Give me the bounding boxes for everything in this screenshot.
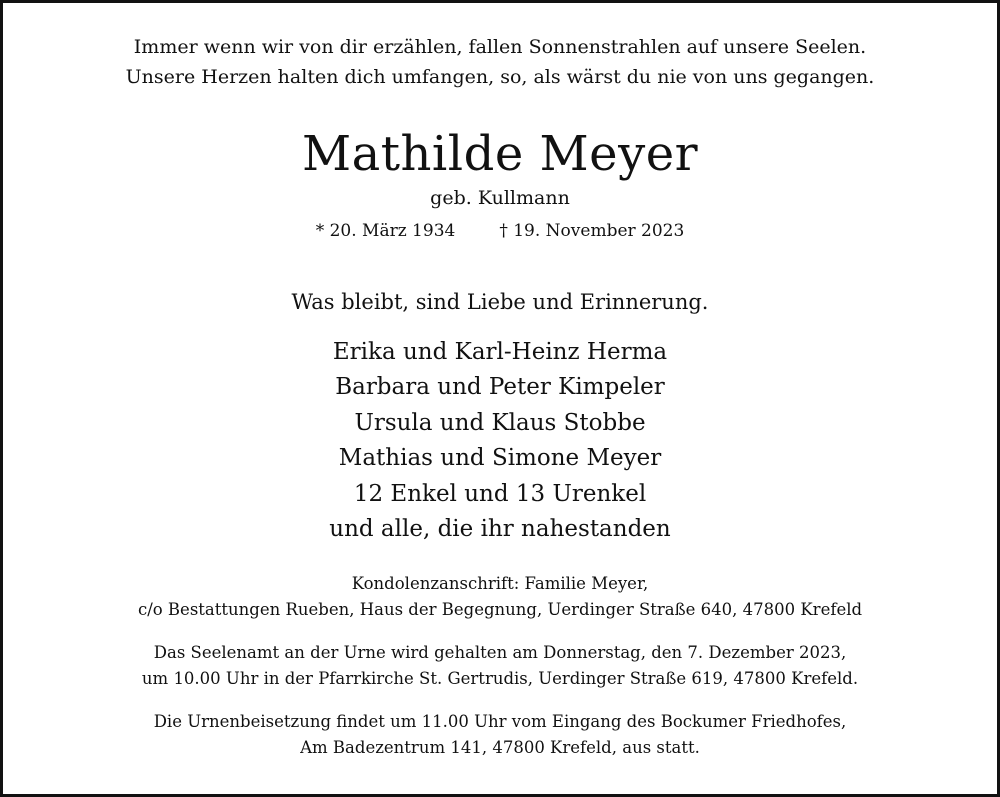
mourner-2: Barbara und Peter Kimpeler xyxy=(335,374,665,400)
deceased-name: Mathilde Meyer xyxy=(301,126,699,182)
burial-line-1: Die Urnenbeisetzung findet um 11.00 Uhr vom Eingang des Bockumer Friedhofes, xyxy=(153,712,847,731)
death-date: † 19. November 2023 xyxy=(499,221,685,241)
condolence-line-2: c/o Bestattungen Rueben, Haus der Begegnung, Uerdinger Straße 640, 47800 Krefeld xyxy=(137,600,863,619)
requiem-line-1: Das Seelenamt an der Urne wird gehalten am Donnerstag, den 7. Dezember 2023, xyxy=(153,643,847,662)
mourner-5: 12 Enkel und 13 Urenkel xyxy=(353,481,647,507)
birth-date: * 20. März 1934 xyxy=(315,221,456,241)
mourner-3: Ursula und Klaus Stobbe xyxy=(354,410,646,436)
motto: Was bleibt, sind Liebe und Erinnerung. xyxy=(291,290,709,314)
requiem-line-2: um 10.00 Uhr in der Pfarrkirche St. Gertrudis, Uerdinger Straße 619, 47800 Krefeld. xyxy=(141,669,859,688)
life-dates xyxy=(3,223,997,240)
mourner-6: und alle, die ihr nahestanden xyxy=(329,516,671,542)
maiden-name: geb. Kullmann xyxy=(430,187,570,209)
mourner-1: Erika und Karl-Heinz Herma xyxy=(332,339,668,365)
mourner-4: Mathias und Simone Meyer xyxy=(338,445,662,471)
condolence-line-1: Kondolenzanschrift: Familie Meyer, xyxy=(351,574,649,593)
poem-line-1: Immer wenn wir von dir erzählen, fallen Sonnenstrahlen auf unsere Seelen. xyxy=(133,36,867,58)
burial-line-2: Am Badezentrum 141, 47800 Krefeld, aus statt. xyxy=(300,738,700,757)
poem-line-2: Unsere Herzen halten dich umfangen, so, als wärst du nie von uns gegangen. xyxy=(125,66,875,88)
